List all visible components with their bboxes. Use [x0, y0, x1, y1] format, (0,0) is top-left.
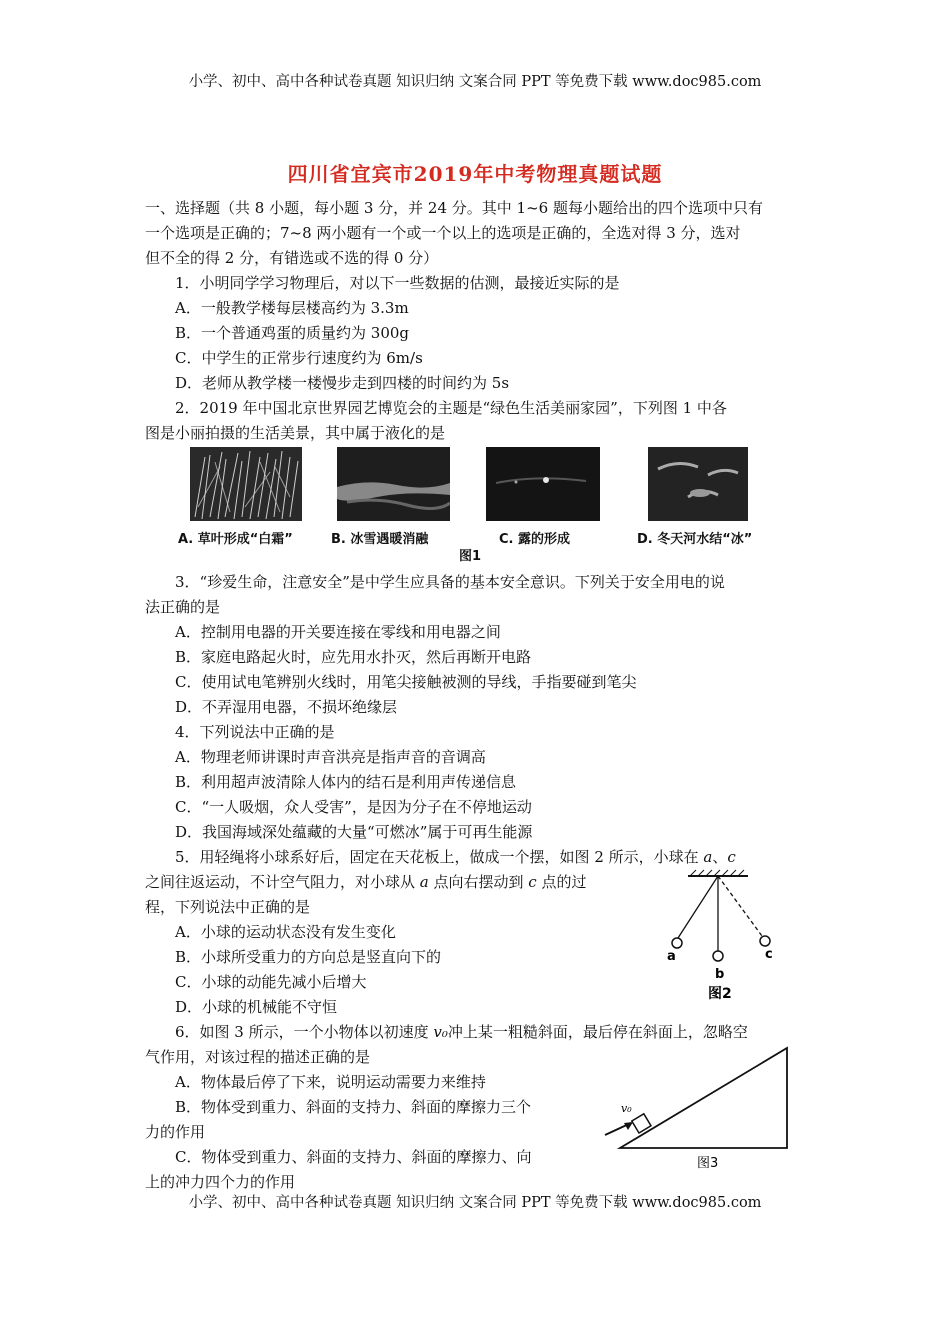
string-c [718, 876, 762, 936]
q4-option-a: A．物理老师讲课时声音洪亮是指声音的音调高 [175, 748, 486, 766]
figure3-label: 图3 [697, 1156, 719, 1171]
incline-slope [620, 1048, 787, 1148]
q3-option-d: D．不弄湿用电器，不损坏绝缘层 [175, 698, 398, 716]
initial-velocity-symbol: v₀ [433, 1023, 448, 1041]
label-a: a [667, 949, 676, 964]
q5-stem-text: 点的过 [536, 873, 587, 891]
label-b: b [715, 967, 725, 982]
q3-option-b: B．家庭电路起火时，应先用水扑灭，然后再断开电路 [175, 648, 532, 666]
section-intro-line: 一、选择题（共 8 小题，每小题 3 分，并 24 分。其中 1~6 题每小题给出的四个选项中只有 [145, 199, 763, 217]
q4-option-d: D．我国海域深处蕴藏的大量“可燃冰”属于可再生能源 [175, 823, 533, 841]
q5-stem-text: 点向右摆动到 [428, 873, 529, 891]
pendulum-diagram [660, 868, 780, 1003]
figure1-caption-a: A. 草叶形成“白霜” [178, 532, 293, 547]
q5-option-d: D．小球的机械能不守恒 [175, 998, 338, 1016]
q3-option-c: C．使用试电笔辨别火线时，用笔尖接触被测的导线，手指要碰到笔尖 [175, 673, 637, 691]
q6-stem-text: 冲上某一粗糙斜面，最后停在斜面上，忽略空 [447, 1023, 748, 1041]
label-c: c [765, 947, 773, 962]
q6-option-c-cont: 上的冲力四个力的作用 [145, 1173, 296, 1191]
q1-option-d: D．老师从教学楼一楼慢步走到四楼的时间约为 5s [175, 374, 510, 392]
q5-option-c: C．小球的动能先减小后增大 [175, 973, 367, 991]
q1-stem: 1．小明同学学习物理后，对以下一些数据的估测，最接近实际的是 [175, 274, 620, 292]
q3-option-a: A．控制用电器的开关要连接在零线和用电器之间 [175, 623, 501, 641]
page-header: 小学、初中、高中各种试卷真题 知识归纳 文案合同 PPT 等免费下载 www.doc985.com [188, 74, 762, 90]
ball-b [713, 951, 723, 961]
q1-option-a: A．一般教学楼每层楼高约为 3.3m [175, 299, 409, 317]
incline-diagram [595, 1045, 805, 1175]
q6-option-c: C．物体受到重力、斜面的支持力、斜面的摩擦力、向 [175, 1148, 532, 1166]
q6-option-a: A．物体最后停了下来，说明运动需要力来维持 [175, 1073, 486, 1091]
separator: 、 [712, 848, 728, 866]
q5-stem [145, 871, 586, 892]
q6-option-b-cont: 力的作用 [145, 1123, 206, 1141]
section-intro-line: 但不全的得 2 分，有错选或不选的得 0 分） [145, 249, 439, 267]
frost-grass-photo [190, 447, 302, 521]
q2-stem: 图是小丽拍摄的生活美景，其中属于液化的是 [145, 424, 446, 442]
string-a [678, 876, 718, 938]
q5-option-a: A．小球的运动状态没有发生变化 [175, 923, 396, 941]
q4-stem: 4．下列说法中正确的是 [175, 723, 335, 741]
q5-stem-text: 之间往返运动，不计空气阻力，对小球从 [145, 873, 420, 891]
ball-a [672, 938, 682, 948]
dew-photo [486, 447, 600, 521]
q5-stem-text: 5．用轻绳将小球系好后，固定在天花板上，做成一个摆，如图 2 所示，小球在 [175, 848, 704, 866]
q4-option-c: C．“一人吸烟，众人受害”，是因为分子在不停地运动 [175, 798, 532, 816]
q5-stem: 程，下列说法中正确的是 [145, 898, 311, 916]
q5-stem [175, 846, 736, 867]
figure1-caption-d: D. 冬天河水结“冰” [637, 532, 753, 547]
point-a-label: a [419, 873, 429, 891]
q6-stem [175, 1021, 748, 1042]
figure2-label: 图2 [708, 986, 732, 1002]
q4-option-b: B．利用超声波清除人体内的结石是利用声传递信息 [175, 773, 517, 791]
river-ice-photo [648, 447, 748, 521]
figure1-caption-b: B. 冰雪遇暖消融 [331, 532, 429, 547]
figure1-caption-c: C. 露的形成 [499, 532, 571, 547]
page-title: 四川省宜宾市2019年中考物理真题试题 [287, 162, 663, 186]
figure1-label: 图1 [459, 549, 482, 564]
q6-stem-text: 6．如图 3 所示，一个小物体以初速度 [175, 1023, 434, 1041]
section-intro-line: 一个选项是正确的；7~8 两小题有一个或一个以上的选项是正确的，全选对得 3 分，选对 [145, 224, 741, 242]
q3-stem: 法正确的是 [145, 598, 221, 616]
q6-stem: 气作用，对该过程的描述正确的是 [145, 1048, 371, 1066]
point-a-label: a [703, 848, 713, 866]
q6-option-b: B．物体受到重力、斜面的支持力、斜面的摩擦力三个 [175, 1098, 532, 1116]
q1-option-b: B．一个普通鸡蛋的质量约为 300g [175, 324, 410, 342]
q3-stem: 3．“珍爱生命，注意安全”是中学生应具备的基本安全意识。下列关于安全用电的说 [175, 573, 725, 591]
page-footer: 小学、初中、高中各种试卷真题 知识归纳 文案合同 PPT 等免费下载 www.doc985.com [188, 1195, 762, 1211]
q1-option-c: C．中学生的正常步行速度约为 6m/s [175, 349, 423, 367]
v0-label: v₀ [621, 1102, 632, 1115]
point-c-label: c [528, 873, 537, 891]
point-c-label: c [727, 848, 736, 866]
ball-c [760, 936, 770, 946]
q2-stem: 2．2019 年中国北京世界园艺博览会的主题是“绿色生活美丽家园”，下列图 1 中各 [175, 399, 727, 417]
q5-option-b: B．小球所受重力的方向总是竖直向下的 [175, 948, 442, 966]
melting-snow-photo [337, 447, 450, 521]
